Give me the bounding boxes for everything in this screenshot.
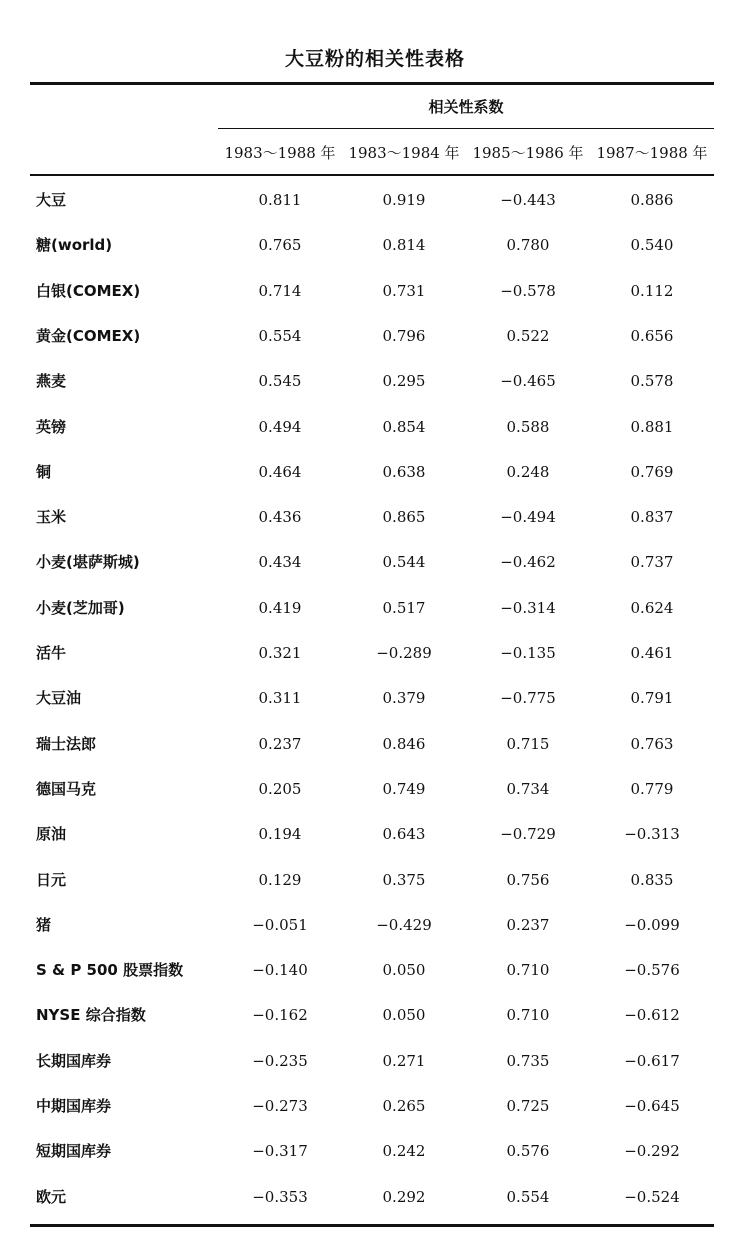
table-row <box>30 269 714 313</box>
table-cell: −0.273 <box>252 1097 308 1115</box>
table-cell: −0.135 <box>500 644 556 662</box>
table-cell: 0.419 <box>258 598 302 617</box>
table-cell: 0.436 <box>258 508 302 527</box>
table-row <box>30 858 714 902</box>
table-cell: 0.780 <box>506 236 550 255</box>
table-row <box>30 495 714 539</box>
row-label: 猪 <box>36 915 52 934</box>
table-cell: 0.811 <box>258 191 302 209</box>
table-cell: −0.317 <box>252 1142 308 1161</box>
row-label: 瑞士法郎 <box>36 734 97 753</box>
table-cell: 0.854 <box>382 417 426 436</box>
table-cell: 0.725 <box>506 1097 550 1115</box>
table-row <box>30 540 714 584</box>
table-cell: 0.881 <box>630 417 674 436</box>
table-row <box>30 1039 714 1083</box>
table-row <box>30 1084 714 1128</box>
table-cell: 0.865 <box>382 508 426 527</box>
table-cell: −0.443 <box>500 191 556 209</box>
table-cell: −0.099 <box>624 915 680 934</box>
table-cell: 0.588 <box>506 417 550 436</box>
row-label: 大豆 <box>36 191 67 209</box>
table-cell: −0.051 <box>252 915 308 934</box>
table-title: 大豆粉的相关性表格 <box>284 48 465 70</box>
row-label: 原油 <box>36 825 67 844</box>
table-cell: −0.524 <box>624 1187 680 1206</box>
bottom-rule <box>30 1224 714 1227</box>
table-cell: 0.710 <box>506 961 550 980</box>
row-label: 中期国库券 <box>36 1097 112 1115</box>
table-cell: 0.796 <box>382 326 426 345</box>
row-label: 白银(COMEX) <box>36 281 141 300</box>
table-cell: −0.235 <box>252 1051 308 1070</box>
table-cell: −0.353 <box>252 1187 308 1206</box>
table-row <box>30 1175 714 1219</box>
table-row <box>30 586 714 630</box>
table-cell: 0.715 <box>506 734 550 753</box>
row-label: S & P 500 股票指数 <box>36 961 184 980</box>
table-row <box>30 178 714 222</box>
table-cell: 0.735 <box>506 1051 550 1070</box>
table-cell: 0.710 <box>506 1006 550 1025</box>
table-cell: 0.578 <box>630 372 674 391</box>
table-cell: −0.576 <box>624 961 680 980</box>
table-row <box>30 631 714 675</box>
table-cell: −0.612 <box>624 1006 680 1025</box>
row-label: 铜 <box>36 462 52 481</box>
table-cell: 0.763 <box>630 734 674 753</box>
table-cell: 0.464 <box>258 462 302 481</box>
table-cell: 0.638 <box>382 462 426 481</box>
top-rule <box>30 82 714 85</box>
row-label: 日元 <box>36 870 67 889</box>
column-header: 1983～1984 年 <box>348 144 460 162</box>
table-cell: 0.554 <box>258 326 302 345</box>
table-cell: 0.295 <box>382 372 426 391</box>
table-row <box>30 948 714 992</box>
table-row <box>30 359 714 403</box>
table-cell: 0.554 <box>506 1187 550 1206</box>
row-label: 欧元 <box>36 1187 67 1206</box>
table-row <box>30 722 714 766</box>
table-cell: −0.429 <box>376 915 432 934</box>
table-cell: −0.289 <box>376 644 432 662</box>
row-label: 小麦(芝加哥) <box>36 598 125 617</box>
table-cell: 0.835 <box>630 870 674 889</box>
table-cell: −0.465 <box>500 372 556 391</box>
table-cell: 0.375 <box>382 870 426 889</box>
table-cell: 0.779 <box>630 779 674 798</box>
table-cell: 0.765 <box>258 236 302 255</box>
row-label: 黄金(COMEX) <box>36 326 141 345</box>
table-cell: −0.313 <box>624 825 680 844</box>
table-cell: 0.050 <box>382 1006 426 1025</box>
table-cell: 0.656 <box>630 326 674 345</box>
table-cell: 0.379 <box>382 689 426 708</box>
table-cell: 0.205 <box>258 779 302 798</box>
table-cell: 0.576 <box>506 1142 550 1161</box>
table-cell: 0.837 <box>630 508 674 527</box>
table-row <box>30 767 714 811</box>
row-label: 玉米 <box>36 508 67 527</box>
table-row <box>30 223 714 267</box>
table-cell: 0.756 <box>506 870 550 889</box>
table-cell: 0.271 <box>382 1051 426 1070</box>
table-cell: −0.494 <box>500 508 556 527</box>
row-label: 小麦(堪萨斯城) <box>36 553 140 572</box>
row-label: NYSE 综合指数 <box>36 1006 146 1025</box>
table-cell: −0.314 <box>500 598 556 617</box>
table-cell: 0.237 <box>258 734 302 753</box>
table-cell: 0.544 <box>382 553 426 572</box>
table-cell: 0.194 <box>258 825 302 844</box>
table-cell: 0.624 <box>630 598 674 617</box>
row-label: 德国马克 <box>36 779 97 798</box>
table-row <box>30 1129 714 1173</box>
table-cell: 0.769 <box>630 462 674 481</box>
table-cell: −0.729 <box>500 825 556 844</box>
row-label: 糖(world) <box>36 236 113 255</box>
table-cell: −0.578 <box>500 281 556 300</box>
table-cell: 0.517 <box>382 598 426 617</box>
table-cell: −0.140 <box>252 961 308 980</box>
table-cell: 0.791 <box>630 689 674 708</box>
table-cell: 0.643 <box>382 825 426 844</box>
table-row <box>30 314 714 358</box>
table-row <box>30 812 714 856</box>
table-cell: 0.461 <box>630 644 674 662</box>
table-cell: 0.050 <box>382 961 426 980</box>
table-row <box>30 450 714 494</box>
table-cell: 0.265 <box>382 1097 426 1115</box>
group-header: 相关性系数 <box>428 98 504 116</box>
table-row <box>30 993 714 1037</box>
table-cell: 0.522 <box>506 326 550 345</box>
table-cell: 0.731 <box>382 281 426 300</box>
table-cell: 0.311 <box>258 689 302 708</box>
table-row <box>30 676 714 720</box>
column-header: 1983～1988 年 <box>224 144 336 162</box>
table-cell: 0.737 <box>630 553 674 572</box>
table-cell: 0.112 <box>630 281 674 300</box>
table-cell: 0.434 <box>258 553 302 572</box>
table-cell: 0.919 <box>382 191 426 209</box>
header-rule <box>30 174 714 176</box>
table-cell: 0.129 <box>258 870 302 889</box>
column-header: 1987～1988 年 <box>596 144 708 162</box>
group-rule <box>218 128 714 129</box>
table-cell: 0.749 <box>382 779 426 798</box>
table-cell: 0.814 <box>382 236 426 255</box>
table-cell: −0.292 <box>624 1142 680 1161</box>
row-label: 燕麦 <box>36 372 67 391</box>
table-cell: 0.545 <box>258 372 302 391</box>
row-label: 活牛 <box>36 644 67 662</box>
table-cell: −0.162 <box>252 1006 308 1025</box>
table-cell: 0.714 <box>258 281 302 300</box>
row-label: 大豆油 <box>36 689 82 708</box>
table-cell: −0.617 <box>624 1051 680 1070</box>
row-label: 短期国库券 <box>36 1142 112 1161</box>
table-cell: 0.494 <box>258 417 302 436</box>
table-cell: 0.242 <box>382 1142 426 1161</box>
row-label: 长期国库券 <box>36 1051 112 1070</box>
table-cell: 0.292 <box>382 1187 426 1206</box>
table-cell: −0.462 <box>500 553 556 572</box>
table-cell: 0.321 <box>258 644 302 662</box>
table-row <box>30 903 714 947</box>
table-row <box>30 405 714 449</box>
table-cell: 0.886 <box>630 191 674 209</box>
table-cell: −0.645 <box>624 1097 680 1115</box>
table-cell: 0.846 <box>382 734 426 753</box>
row-label: 英镑 <box>36 417 67 436</box>
table-cell: 0.237 <box>506 915 550 934</box>
column-header: 1985～1986 年 <box>472 144 584 162</box>
table-cell: 0.540 <box>630 236 674 255</box>
table-cell: 0.248 <box>506 462 550 481</box>
table-cell: −0.775 <box>500 689 556 708</box>
table-cell: 0.734 <box>506 779 550 798</box>
